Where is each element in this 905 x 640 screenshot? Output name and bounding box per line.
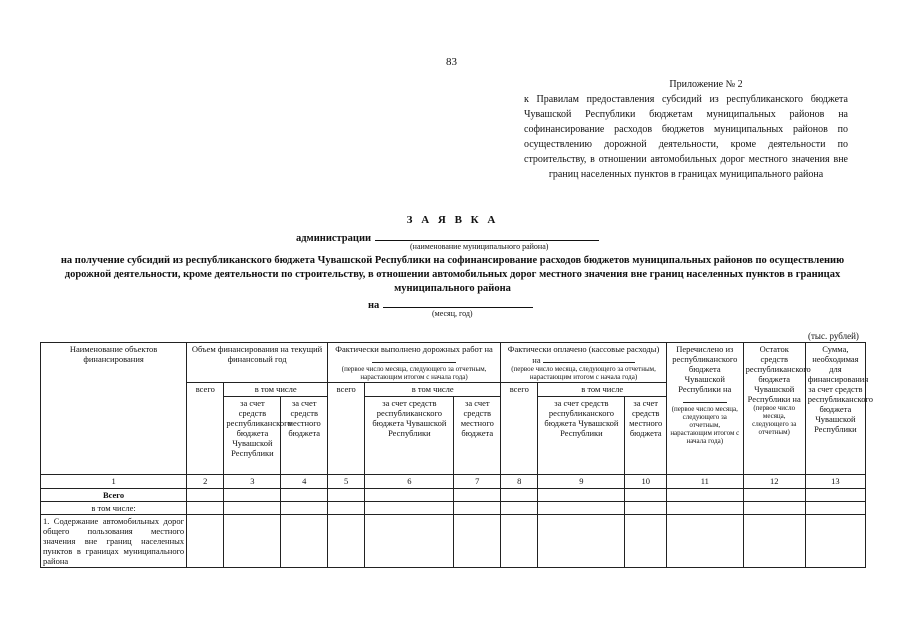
cell[interactable] <box>666 489 743 502</box>
cell[interactable] <box>365 502 454 515</box>
cell[interactable] <box>625 515 666 568</box>
cell[interactable] <box>743 502 805 515</box>
row-total-label: Всего <box>41 489 187 502</box>
cell[interactable] <box>187 515 224 568</box>
annex-block <box>524 77 848 182</box>
col-num: 9 <box>538 475 625 489</box>
paid-local-budget: за счет средств местного бюджета <box>625 397 666 475</box>
header-transfer <box>666 343 743 475</box>
cell[interactable] <box>454 489 501 502</box>
annex-title: Приложение № 2 <box>669 79 743 90</box>
volume-total: всего <box>187 383 224 475</box>
column-numbers-row <box>41 475 866 489</box>
volume-rep-budget: за счет средств республиканского бюджета Чувашской Республики <box>224 397 281 475</box>
application-table <box>40 342 873 568</box>
col-num: 7 <box>454 475 501 489</box>
cell[interactable] <box>625 502 666 515</box>
cell[interactable] <box>666 502 743 515</box>
cell[interactable] <box>224 515 281 568</box>
header-transfer-text: Перечислено из республиканского бюджета Чувашской Республики на <box>672 344 738 394</box>
page-number: 83 <box>446 56 457 68</box>
header-paid-blank <box>543 354 635 363</box>
paid-incl: в том числе <box>538 383 667 397</box>
cell[interactable] <box>224 502 281 515</box>
cell[interactable] <box>328 515 365 568</box>
cell[interactable] <box>743 489 805 502</box>
cell[interactable] <box>365 489 454 502</box>
cell[interactable] <box>805 515 865 568</box>
cell[interactable] <box>187 502 224 515</box>
header-paid-text: Фактически оплачено (кассовые расходы) на <box>507 344 660 365</box>
header-transfer-note: (первое число месяца, следующего за отчетным, нарастающим итогом с начала года) <box>670 405 740 445</box>
cell[interactable] <box>625 489 666 502</box>
paid-rep-budget: за счет средств республиканского бюджета Чувашской Республики <box>538 397 625 475</box>
header-row-1 <box>41 343 866 383</box>
cell[interactable] <box>365 515 454 568</box>
volume-incl: в том числе <box>224 383 328 397</box>
col-num: 11 <box>666 475 743 489</box>
units-label: (тыс. рублей) <box>808 331 859 341</box>
administration-label: администрации <box>296 233 372 244</box>
table-row-incl <box>41 502 866 515</box>
cell[interactable] <box>501 515 538 568</box>
col-num: 13 <box>805 475 865 489</box>
month-blank <box>383 297 533 308</box>
done-incl: в том числе <box>365 383 501 397</box>
cell[interactable] <box>666 515 743 568</box>
month-label: на <box>368 300 380 311</box>
cell[interactable] <box>281 489 328 502</box>
header-done <box>328 343 501 383</box>
col-num: 1 <box>41 475 187 489</box>
row-1-label: 1. Содержание автомобильных дорог общего пользования местного значения вне границ населенных пунктов в границах муниципального района <box>41 515 187 568</box>
cell[interactable] <box>538 489 625 502</box>
header-balance-text: Остаток средств республиканского бюджета Чувашской Республики на <box>745 344 811 404</box>
header-done-note: (первое число месяца, следующего за отчетным, нарастающим итогом с начала года) <box>341 365 487 381</box>
header-volume: Объем финансирования на текущий финансовый год <box>187 343 328 383</box>
application-title: З А Я В К А <box>406 214 499 226</box>
cell[interactable] <box>187 489 224 502</box>
cell[interactable] <box>224 489 281 502</box>
month-caption: (месяц, год) <box>432 309 473 318</box>
col-num: 6 <box>365 475 454 489</box>
cell[interactable] <box>454 502 501 515</box>
application-heading: на получение субсидий из республиканского бюджета Чувашской Республики на софинансирование расходов бюджетов муниципальных районов по осуществлению дорожной деятельности, кроме деятельности по строительству, в отношении автомобильных дорог местного значения вне границ населенных пунктов в границах муниципального района <box>60 255 845 294</box>
done-total: всего <box>328 383 365 475</box>
cell[interactable] <box>281 515 328 568</box>
done-rep-budget: за счет средств республиканского бюджета Чувашской Республики <box>365 397 454 475</box>
administration-blank <box>375 230 599 241</box>
col-num: 8 <box>501 475 538 489</box>
col-num: 2 <box>187 475 224 489</box>
col-num: 12 <box>743 475 805 489</box>
administration-caption: (наименование муниципального района) <box>410 242 549 251</box>
col-num: 3 <box>224 475 281 489</box>
col-num: 10 <box>625 475 666 489</box>
header-transfer-blank <box>683 394 727 403</box>
header-paid <box>501 343 667 383</box>
table-row-1 <box>41 515 866 568</box>
cell[interactable] <box>501 489 538 502</box>
header-balance <box>743 343 811 475</box>
done-local-budget: за счет средств местного бюджета <box>454 397 501 475</box>
cell[interactable] <box>538 502 625 515</box>
header-done-blank <box>372 354 456 363</box>
cell[interactable] <box>501 502 538 515</box>
header-done-text: Фактически выполнено дорожных работ на <box>335 344 493 354</box>
cell[interactable] <box>328 489 365 502</box>
cell[interactable] <box>805 502 865 515</box>
volume-local-budget: за счет средств местного бюджета <box>281 397 328 475</box>
cell[interactable] <box>454 515 501 568</box>
table-row-total <box>41 489 866 502</box>
header-paid-note: (первое число месяца, следующего за отчетным, нарастающим итогом с начала года) <box>511 365 656 381</box>
annex-text: к Правилам предоставления субсидий из республиканского бюджета Чувашской Республики бюджетам муниципальных районов на софинансирование расходов бюджетов муниципальных районов по осуществлению дорожной деятельности, кроме деятельности по строительству, в отношении автомобильных дорог местного значения вне границ населенных пунктов в границах муниципального района <box>524 94 848 180</box>
col-num: 5 <box>328 475 365 489</box>
cell[interactable] <box>538 515 625 568</box>
header-balance-note: (первое число месяца, следующего за отчетным) <box>752 404 797 436</box>
header-name: Наименование объектов финансирования <box>41 343 187 475</box>
cell[interactable] <box>281 502 328 515</box>
paid-total: всего <box>501 383 538 475</box>
col-num: 4 <box>281 475 328 489</box>
cell[interactable] <box>328 502 365 515</box>
cell[interactable] <box>805 489 865 502</box>
cell[interactable] <box>743 515 805 568</box>
row-incl-label: в том числе: <box>41 502 187 515</box>
header-need: Сумма, необходимая для финансирования за счет средств республиканского бюджета Чувашской Республики <box>805 343 865 475</box>
